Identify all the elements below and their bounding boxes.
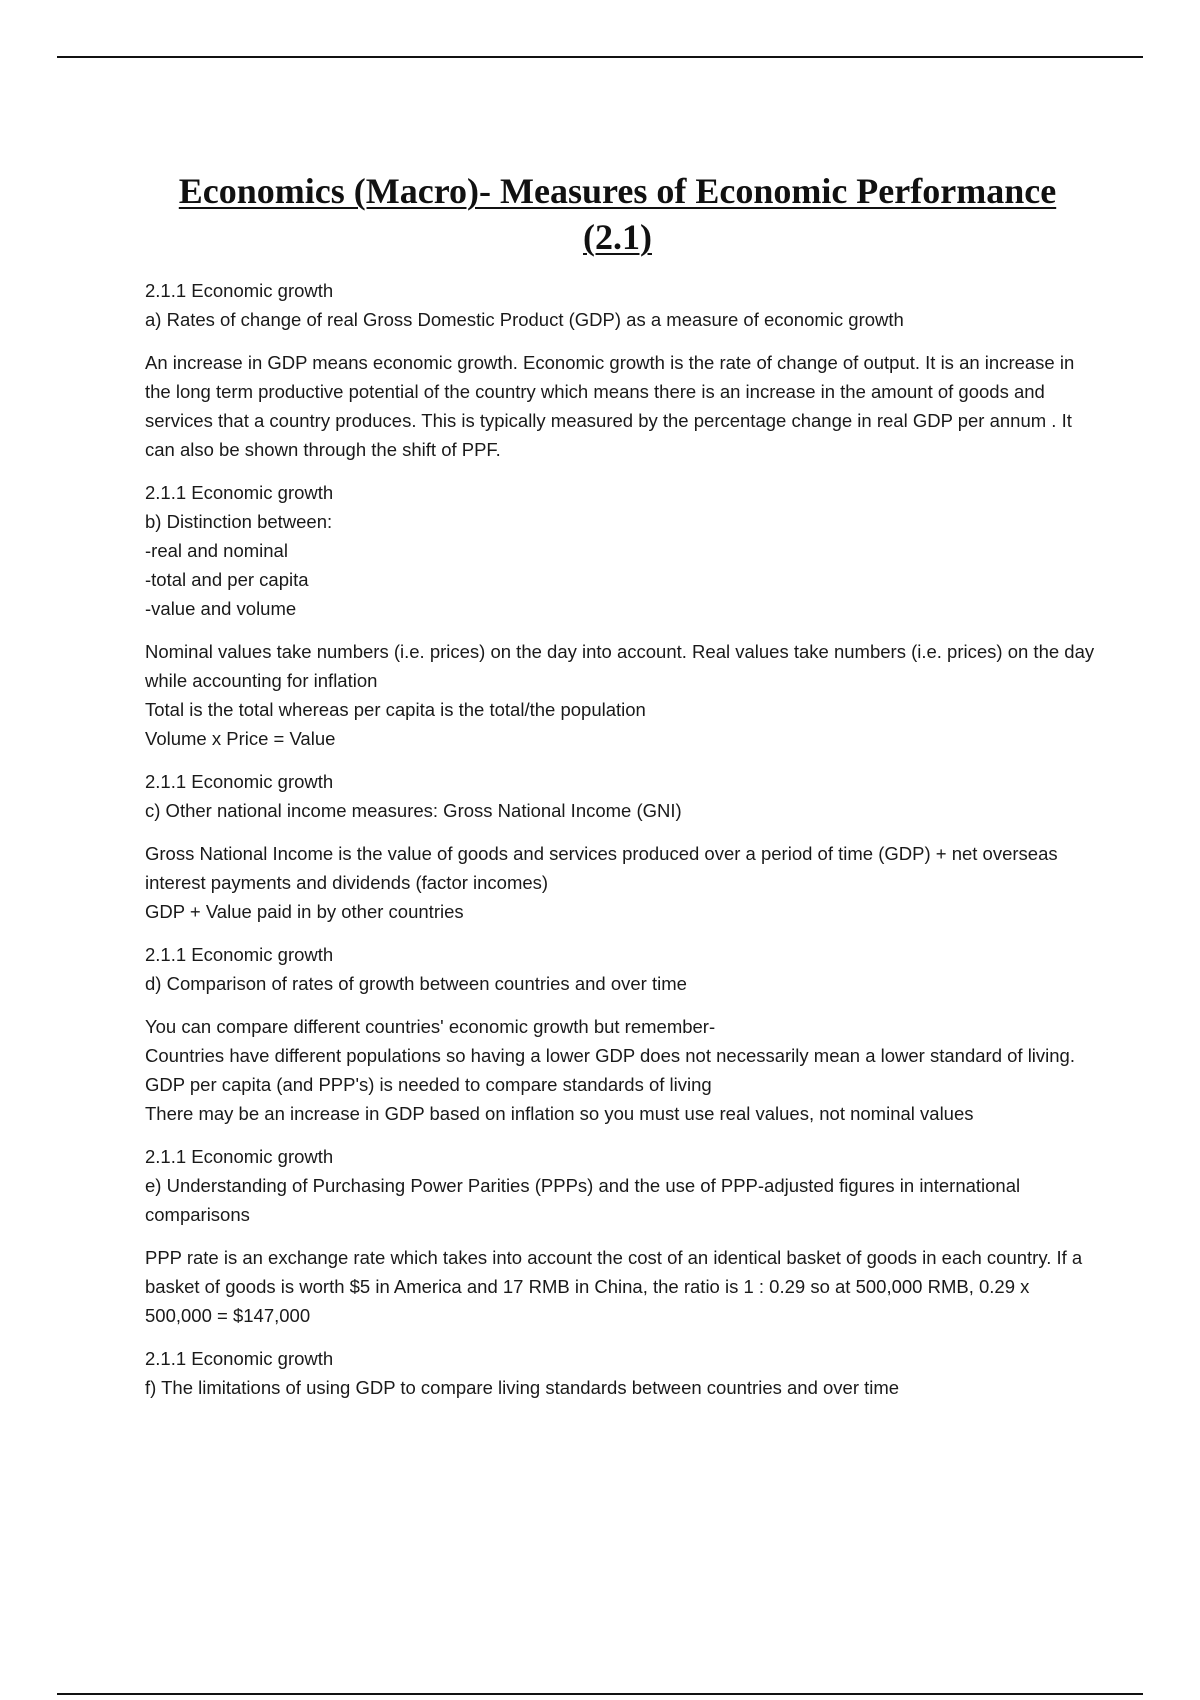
section-heading: 2.1.1 Economic growth bbox=[145, 1146, 334, 1167]
section-subheading: e) Understanding of Purchasing Power Parities (PPPs) and the use of PPP-adjusted figures in international comparisons bbox=[145, 1175, 1021, 1225]
top-rule bbox=[57, 56, 1143, 58]
section-subheading: f) The limitations of using GDP to compare living standards between countries and over time bbox=[145, 1377, 900, 1398]
page-title: Economics (Macro)- Measures of Economic Performance (2.1) bbox=[178, 171, 1057, 257]
section-body-text: GDP + Value paid in by other countries bbox=[145, 901, 464, 922]
section-heading: 2.1.1 Economic growth bbox=[145, 482, 334, 503]
subheading-list-item: -value and volume bbox=[145, 598, 297, 619]
section-body-text: Gross National Income is the value of goods and services produced over a period of time (GDP) + net overseas interest payments and dividends (factor incomes) bbox=[145, 843, 1058, 893]
section-heading: 2.1.1 Economic growth bbox=[145, 280, 334, 301]
section-body-text: Nominal values take numbers (i.e. prices) on the day into account. Real values take numbers (i.e. prices) on the day while accounting for inflation bbox=[145, 641, 1095, 691]
section-subheading: d) Comparison of rates of growth between countries and over time bbox=[145, 973, 687, 994]
section-body-text: PPP rate is an exchange rate which takes into account the cost of an identical basket of goods in each country. If a basket of goods is worth $5 in America and 17 RMB in China, the ratio is 1 : 0.29 so at 500,000 RMB, 0.29 x 500,000 = $147,000 bbox=[145, 1247, 1083, 1326]
section-body-text: Volume x Price = Value bbox=[145, 728, 336, 749]
section-body-text: You can compare different countries' economic growth but remember- bbox=[145, 1016, 716, 1037]
section-subheading: a) Rates of change of real Gross Domestic Product (GDP) as a measure of economic growth bbox=[145, 309, 904, 330]
section-body-text: There may be an increase in GDP based on inflation so you must use real values, not nominal values bbox=[145, 1103, 974, 1124]
section-body-text: An increase in GDP means economic growth. Economic growth is the rate of change of output. It is an increase in the long term productive potential of the country which means there is an increase in the amount of goods and services that a country produces. This is typically measured by the percentage change in real GDP per annum . It can also be shown through the shift of PPF. bbox=[145, 352, 1075, 460]
subheading-list-item: -total and per capita bbox=[145, 569, 309, 590]
document-body bbox=[145, 276, 1095, 1416]
section-c bbox=[145, 767, 1095, 926]
section-b bbox=[145, 478, 1095, 753]
section-subheading: c) Other national income measures: Gross National Income (GNI) bbox=[145, 800, 682, 821]
section-e bbox=[145, 1142, 1095, 1330]
section-d bbox=[145, 940, 1095, 1128]
section-f bbox=[145, 1344, 1095, 1402]
section-heading: 2.1.1 Economic growth bbox=[145, 771, 334, 792]
section-body-text: Total is the total whereas per capita is the total/the population bbox=[145, 699, 646, 720]
subheading-list-item: -real and nominal bbox=[145, 540, 288, 561]
section-subheading: b) Distinction between: bbox=[145, 511, 333, 532]
bottom-rule bbox=[57, 1693, 1143, 1695]
section-heading: 2.1.1 Economic growth bbox=[145, 944, 334, 965]
section-body-text: Countries have different populations so having a lower GDP does not necessarily mean a lower standard of living. GDP per capita (and PPP's) is needed to compare standards of living bbox=[145, 1045, 1075, 1095]
section-heading: 2.1.1 Economic growth bbox=[145, 1348, 334, 1369]
section-a bbox=[145, 276, 1095, 464]
